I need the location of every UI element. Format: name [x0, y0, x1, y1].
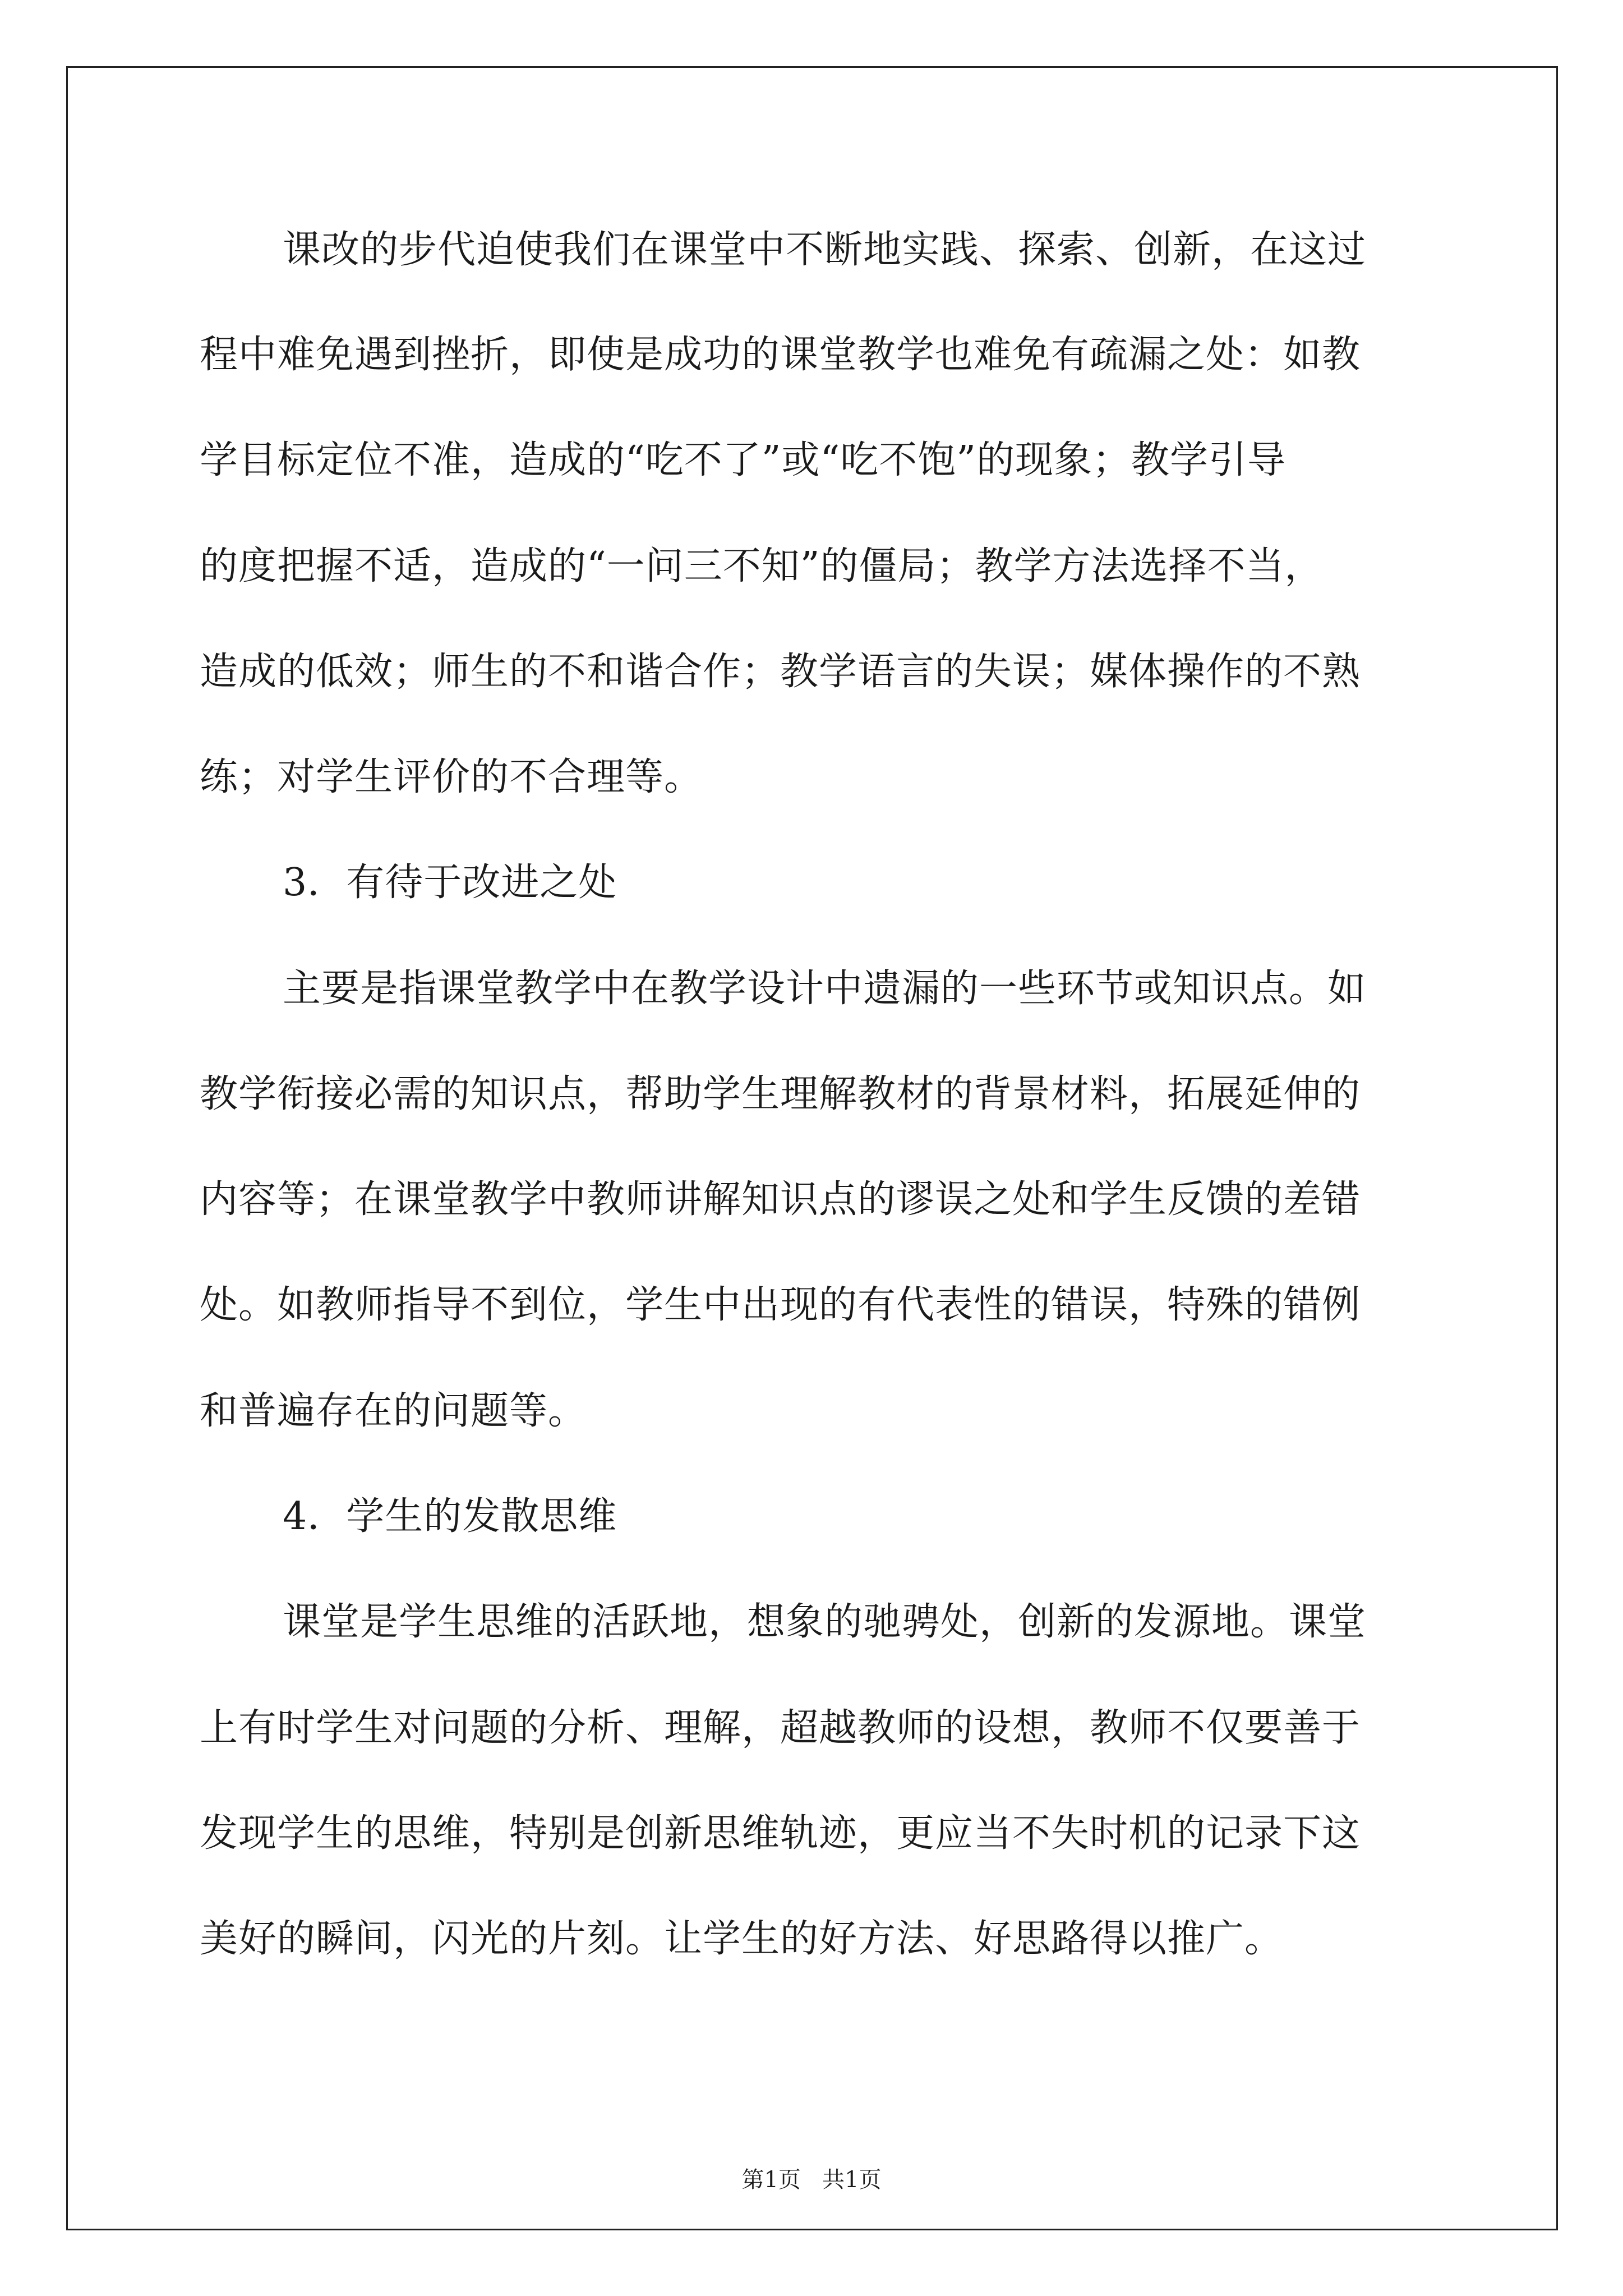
text-line: 内容等；在课堂教学中教师讲解知识点的谬误之处和学生反馈的差错: [200, 1177, 1361, 1222]
text-line: 上有时学生对问题的分析、理解，超越教师的设想，教师不仅要善于: [200, 1706, 1361, 1750]
section-heading: 3．有待于改进之处: [283, 861, 617, 905]
text-line: 主要是指课堂教学中在教学设计中遗漏的一些环节或知识点。如: [283, 967, 1367, 1011]
text-line: 的度把握不适，造成的“一问三不知”的僵局；教学方法选择不当，: [200, 544, 1324, 588]
text-line: 课改的步代迫使我们在课堂中不断地实践、探索、创新，在这过: [283, 228, 1367, 272]
text-line: 处。如教师指导不到位，学生中出现的有代表性的错误，特殊的错例: [200, 1283, 1361, 1327]
page-border: [66, 66, 1558, 2230]
text-line: 美好的瞬间，闪光的片刻。让学生的好方法、好思路得以推广。: [200, 1917, 1284, 1961]
text-line: 练；对学生评价的不合理等。: [200, 755, 703, 799]
section-heading: 4．学生的发散思维: [283, 1494, 617, 1539]
text-line: 发现学生的思维，特别是创新思维轨迹，更应当不失时机的记录下这: [200, 1811, 1361, 1856]
text-line: 和普遍存在的问题等。: [200, 1389, 587, 1433]
text-line: 程中难免遇到挫折，即使是成功的课堂教学也难免有疏漏之处：如教: [200, 333, 1361, 377]
text-line: 教学衔接必需的知识点，帮助学生理解教材的背景材料，拓展延伸的: [200, 1072, 1361, 1116]
text-line: 学目标定位不准，造成的“吃不了”或“吃不饱”的现象；教学引导: [200, 438, 1287, 482]
text-line: 课堂是学生思维的活跃地，想象的驰骋处，创新的发源地。课堂: [283, 1600, 1367, 1644]
text-line: 造成的低效；师生的不和谐合作；教学语言的失误；媒体操作的不熟: [200, 650, 1361, 694]
page-footer: 第1页 共1页: [741, 2167, 882, 2193]
